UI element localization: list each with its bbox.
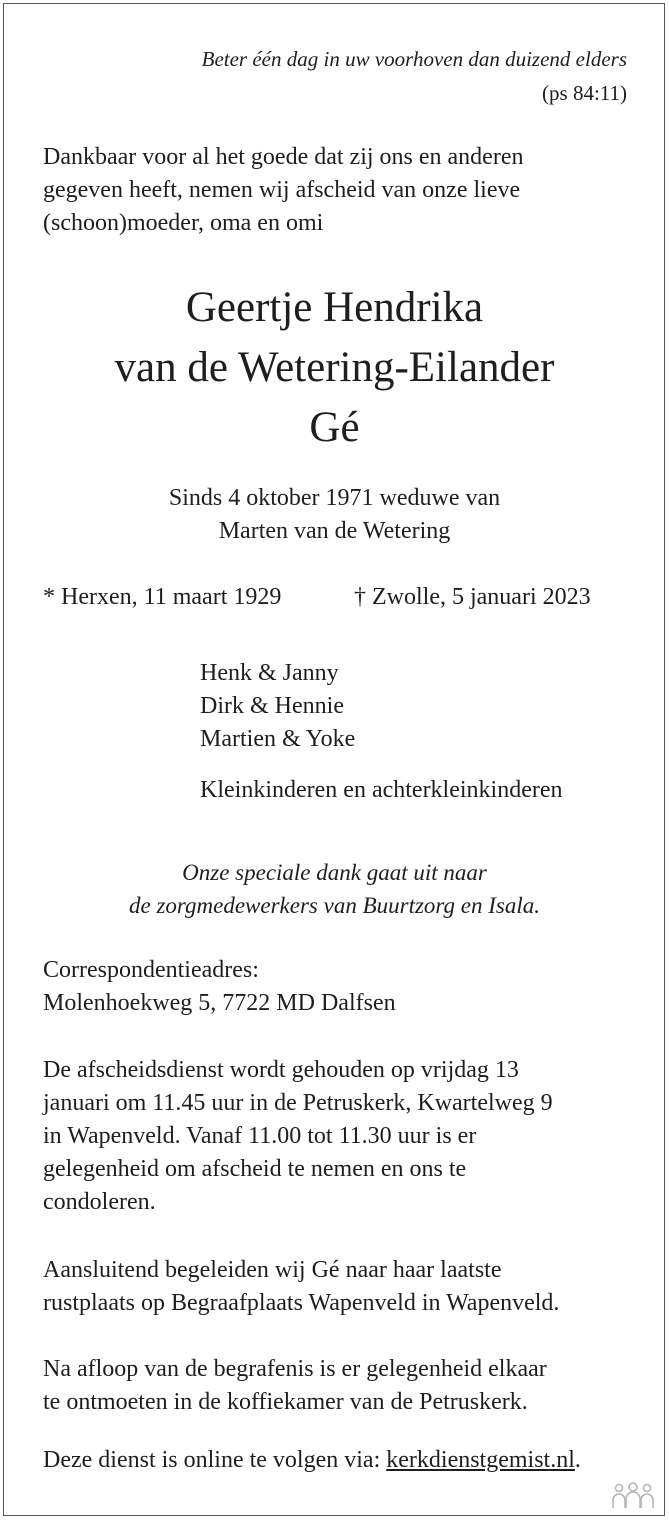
death-date: † Zwolle, 5 januari 2023 <box>354 584 591 610</box>
correspondence-address <box>43 954 396 1020</box>
online-link[interactable]: kerkdienstgemist.nl <box>386 1447 575 1473</box>
coffee-paragraph <box>43 1353 547 1419</box>
bible-verse <box>202 42 627 110</box>
online-text: Deze dienst is online te volgen via: <box>43 1447 387 1473</box>
name-line-1: Geertje Hendrika <box>185 284 484 331</box>
intro-line: (schoon)moeder, oma en omi <box>43 210 324 236</box>
burial-line: rustplaats op Begraafplaats Wapenveld in Wapenveld. <box>43 1290 560 1316</box>
address-line: Molenhoekweg 5, 7722 MD Dalfsen <box>43 990 396 1016</box>
grandchildren: Kleinkinderen en achterkleinkinderen <box>200 777 563 803</box>
widow-line: Marten van de Wetering <box>218 518 451 544</box>
intro-line: gegeven heeft, nemen wij afscheid van onze lieve <box>43 177 521 203</box>
online-notice <box>43 1444 581 1477</box>
nickname: Gé <box>309 404 360 451</box>
burial-line: Aansluitend begeleiden wij Gé naar haar laatste <box>43 1257 502 1283</box>
birth-date: * Herxen, 11 maart 1929 <box>43 584 282 610</box>
coffee-line: te ontmoeten in de koffiekamer van de Petruskerk. <box>43 1389 528 1415</box>
address-label: Correspondentieadres: <box>43 957 259 983</box>
thanks-line: Onze speciale dank gaat uit naar <box>182 860 487 885</box>
family-list <box>200 657 355 756</box>
service-paragraph <box>43 1054 553 1219</box>
service-line: gelegenheid om afscheid te nemen en ons te <box>43 1156 467 1182</box>
service-line: De afscheidsdienst wordt gehouden op vrijdag 13 <box>43 1057 519 1083</box>
intro-paragraph <box>43 141 523 240</box>
deceased-name <box>0 278 669 458</box>
service-line: in Wapenveld. Vanaf 11.00 tot 11.30 uur is er <box>43 1123 477 1149</box>
verse-text: Beter één dag in uw voorhoven dan duizend elders <box>201 47 627 71</box>
verse-reference: (ps 84:11) <box>542 81 627 105</box>
widow-notice <box>0 482 669 548</box>
thanks-note <box>0 856 669 922</box>
name-line-2: van de Wetering-Eilander <box>114 344 555 391</box>
family-member: Dirk & Hennie <box>200 693 344 719</box>
family-member: Martien & Yoke <box>200 726 356 752</box>
service-line: condoleren. <box>43 1189 156 1215</box>
coffee-line: Na afloop van de begrafenis is er gelegenheid elkaar <box>43 1356 547 1382</box>
widow-line: Sinds 4 oktober 1971 weduwe van <box>168 485 501 511</box>
online-suffix: . <box>574 1447 581 1473</box>
intro-line: Dankbaar voor al het goede dat zij ons en anderen <box>43 144 524 170</box>
people-group-icon <box>609 1480 657 1510</box>
thanks-line: de zorgmedewerkers van Buurtzorg en Isala. <box>129 893 540 918</box>
family-member: Henk & Janny <box>200 660 339 686</box>
burial-paragraph <box>43 1254 559 1320</box>
service-line: januari om 11.45 uur in de Petruskerk, Kwartelweg 9 <box>43 1090 553 1116</box>
